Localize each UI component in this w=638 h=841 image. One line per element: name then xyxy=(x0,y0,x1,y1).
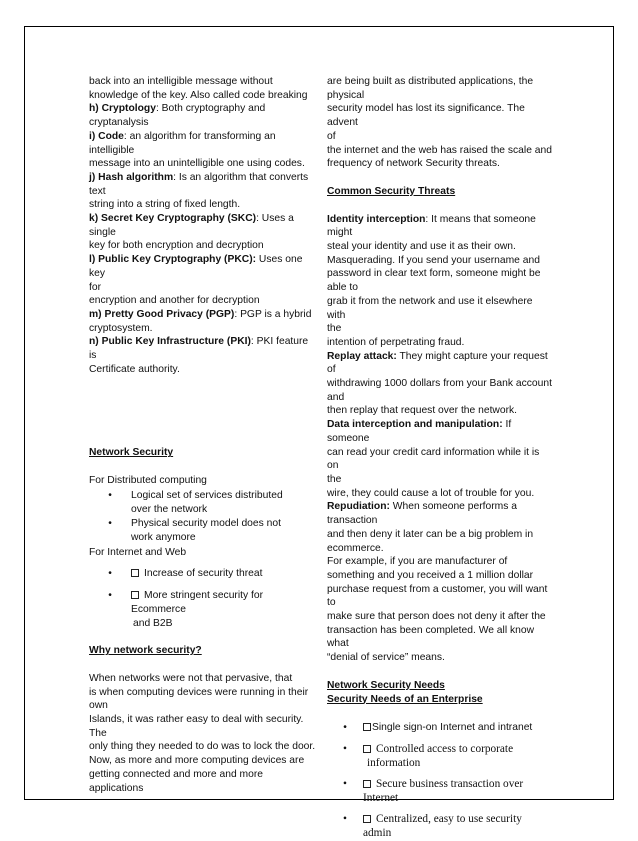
checkbox-icon xyxy=(131,569,139,577)
text-line: knowledge of the key. Also called code breaking xyxy=(89,89,308,101)
definition-pki xyxy=(89,335,318,362)
text-line: When networks were not that pervasive, that xyxy=(89,672,293,684)
list-item-text: Logical set of services distributed xyxy=(131,489,283,501)
term: n) Public Key Infrastructure (PKI) xyxy=(89,336,251,348)
text-line: text xyxy=(89,185,106,197)
text-line: “denial of service” means. xyxy=(327,652,445,664)
text-line: and then deny it later can be a big problem in xyxy=(327,528,534,540)
text-line: make sure that person does not deny it after the xyxy=(327,611,546,623)
bullet-icon: • xyxy=(108,518,112,530)
definition: : PKI feature is xyxy=(89,336,309,362)
bullet-icon: • xyxy=(108,590,112,602)
definition: Uses one key xyxy=(89,254,303,279)
list-item-text: Controlled access to corporate xyxy=(376,743,514,756)
bullet-icon: • xyxy=(108,489,112,501)
internet-intro: For Internet and Web xyxy=(89,546,187,558)
list-item-text: Internet xyxy=(363,792,399,805)
text-line: intention of perpetrating fraud. xyxy=(327,336,465,348)
distributed-intro: For Distributed computing xyxy=(89,475,207,487)
list-item xyxy=(327,742,552,770)
text-line: Islands, it was rather easy to deal with security. xyxy=(89,714,304,726)
definition-hash xyxy=(89,171,318,185)
spacer xyxy=(327,665,552,679)
text-line: For example, if you are manufacturer of xyxy=(327,556,508,568)
threat-replay-attack xyxy=(327,350,552,377)
list-item-text: over the network xyxy=(131,503,208,515)
list-item-text: work anymore xyxy=(131,531,196,543)
text-line: of xyxy=(327,130,336,142)
spacer xyxy=(327,706,552,720)
text-line: ecommerce. xyxy=(327,542,384,554)
list-item xyxy=(89,489,318,516)
term: Replay attack: xyxy=(327,350,397,362)
term: k) Secret Key Cryptography (SKC) xyxy=(89,213,257,225)
text-line: then replay that request over the network. xyxy=(327,405,518,417)
text-line: for xyxy=(89,281,102,293)
checkbox-icon xyxy=(131,591,139,599)
checkbox-icon xyxy=(363,780,371,788)
term: Repudiation: xyxy=(327,501,390,513)
definition: When someone performs a xyxy=(389,501,517,513)
text-line: security model has lost its significance. The advent xyxy=(327,103,525,129)
text-line: getting connected and more and more applications xyxy=(89,768,264,794)
checkbox-icon xyxy=(363,723,371,731)
definition: If someone xyxy=(327,419,512,444)
spacer xyxy=(89,376,318,445)
text-line: Certificate authority. xyxy=(89,363,180,375)
threat-data-interception xyxy=(327,418,552,445)
definition-skc xyxy=(89,212,318,226)
list-item xyxy=(327,721,552,735)
text-line: key for both encryption and decryption xyxy=(89,240,264,252)
list-item-text: Secure business transaction over xyxy=(376,778,524,791)
spacer xyxy=(89,460,318,474)
bullet-icon: • xyxy=(343,778,347,791)
list-item-text: admin xyxy=(363,827,392,840)
text-line: frequency of network Security threats. xyxy=(327,158,500,170)
bullet-icon: • xyxy=(343,722,347,734)
text-line: string into a string of fixed length. xyxy=(89,199,241,211)
text-line: Masquerading. If you send your username and xyxy=(327,254,540,266)
definition-pgp xyxy=(89,308,318,322)
term: j) Hash algorithm xyxy=(89,171,174,183)
list-item xyxy=(89,517,318,544)
list-item-text: Increase of security threat xyxy=(144,568,263,580)
term: Identity interception xyxy=(327,213,426,225)
term: m) Pretty Good Privacy (PGP) xyxy=(89,308,235,320)
text-line: grab it from the network and use it elsewhere with xyxy=(327,295,533,321)
text-line: is when computing devices were running in their xyxy=(89,686,309,698)
definition: : Uses a xyxy=(256,213,294,225)
network-security-needs-heading: Network Security Needs xyxy=(327,679,445,691)
text-line: transaction xyxy=(327,515,378,527)
text-line: the internet and the web has raised the scale and xyxy=(327,144,552,156)
text-line: able to xyxy=(327,282,358,294)
left-column xyxy=(89,75,318,795)
definition: : PGP is a hybrid xyxy=(234,308,312,320)
definition: : an algorithm for transforming an xyxy=(123,130,276,142)
checkbox-icon xyxy=(363,815,371,823)
list-item xyxy=(89,567,318,581)
list-item xyxy=(327,777,552,805)
definition: : It means that someone xyxy=(425,213,536,225)
common-security-threats-heading: Common Security Threats xyxy=(327,185,456,197)
network-security-heading: Network Security xyxy=(89,447,174,459)
text-line: single xyxy=(89,226,116,238)
list-item-text: Physical security model does not xyxy=(131,518,281,530)
text-line: password in clear text form, someone might be xyxy=(327,268,541,280)
text-line: the xyxy=(327,323,342,335)
spacer xyxy=(89,631,318,644)
bullet-icon: • xyxy=(343,743,347,756)
spacer xyxy=(327,199,552,213)
text-line: and xyxy=(327,391,345,403)
spacer xyxy=(327,171,552,185)
text-line: cryptanalysis xyxy=(89,117,149,129)
spacer xyxy=(89,658,318,672)
definition: They might capture your request of xyxy=(327,350,548,376)
text-line: encryption and another for decryption xyxy=(89,295,260,307)
why-network-security-heading: Why network security? xyxy=(89,645,202,657)
text-line: The xyxy=(89,727,107,739)
text-line: Now, as more and more computing devices are xyxy=(89,755,305,767)
term: i) Code xyxy=(89,130,124,142)
text-line: intelligible xyxy=(89,144,135,156)
text-line: physical xyxy=(327,89,365,101)
text-line: message into an unintelligible one using codes. xyxy=(89,158,305,170)
text-line: wire, they could cause a lot of trouble for you. xyxy=(327,487,535,499)
text-line: might xyxy=(327,227,353,239)
definition: : Is an algorithm that converts xyxy=(173,171,309,183)
text-line: steal your identity and use it as their own. xyxy=(327,241,516,253)
definition-code xyxy=(89,130,318,144)
text-line: purchase request from a customer, you will want to xyxy=(327,583,548,609)
text-line: back into an intelligible message without xyxy=(89,76,273,87)
text-line: withdrawing 1000 dollars from your Bank account xyxy=(327,378,552,390)
list-item xyxy=(89,589,318,630)
definition: : Both cryptography and xyxy=(155,103,266,115)
bullet-icon: • xyxy=(343,813,347,826)
term: h) Cryptology xyxy=(89,103,156,115)
enterprise-needs-heading: Security Needs of an Enterprise xyxy=(327,693,483,705)
text-line: own xyxy=(89,700,108,712)
list-item-text: and B2B xyxy=(133,617,173,629)
text-line: something and you received a 1 million dollar xyxy=(327,569,534,581)
definition-pkc xyxy=(89,253,318,280)
list-item xyxy=(327,812,552,840)
list-item-text: Centralized, easy to use security xyxy=(376,813,522,826)
threat-repudiation xyxy=(327,500,552,514)
bullet-icon: • xyxy=(108,568,112,580)
text-line: can read your credit card information while it is on xyxy=(327,446,540,472)
term: Data interception and manipulation: xyxy=(327,419,503,431)
list-item-text: Single sign-on Internet and intranet xyxy=(372,722,533,734)
threat-identity-interception xyxy=(327,213,552,227)
text-line: the xyxy=(327,473,342,485)
definition-cryptology xyxy=(89,102,318,116)
text-line: only thing they needed to do was to lock the door. xyxy=(89,741,316,753)
term: l) Public Key Cryptography (PKC): xyxy=(89,254,257,266)
text-line: transaction has been completed. We all know what xyxy=(327,624,535,650)
checkbox-icon xyxy=(363,745,371,753)
text-line: cryptosystem. xyxy=(89,322,153,334)
list-item-text: More stringent security for Ecommerce xyxy=(131,590,264,615)
list-item-text: information xyxy=(367,757,421,770)
text-line: are being built as distributed applications, the xyxy=(327,76,534,87)
right-column xyxy=(327,75,552,841)
